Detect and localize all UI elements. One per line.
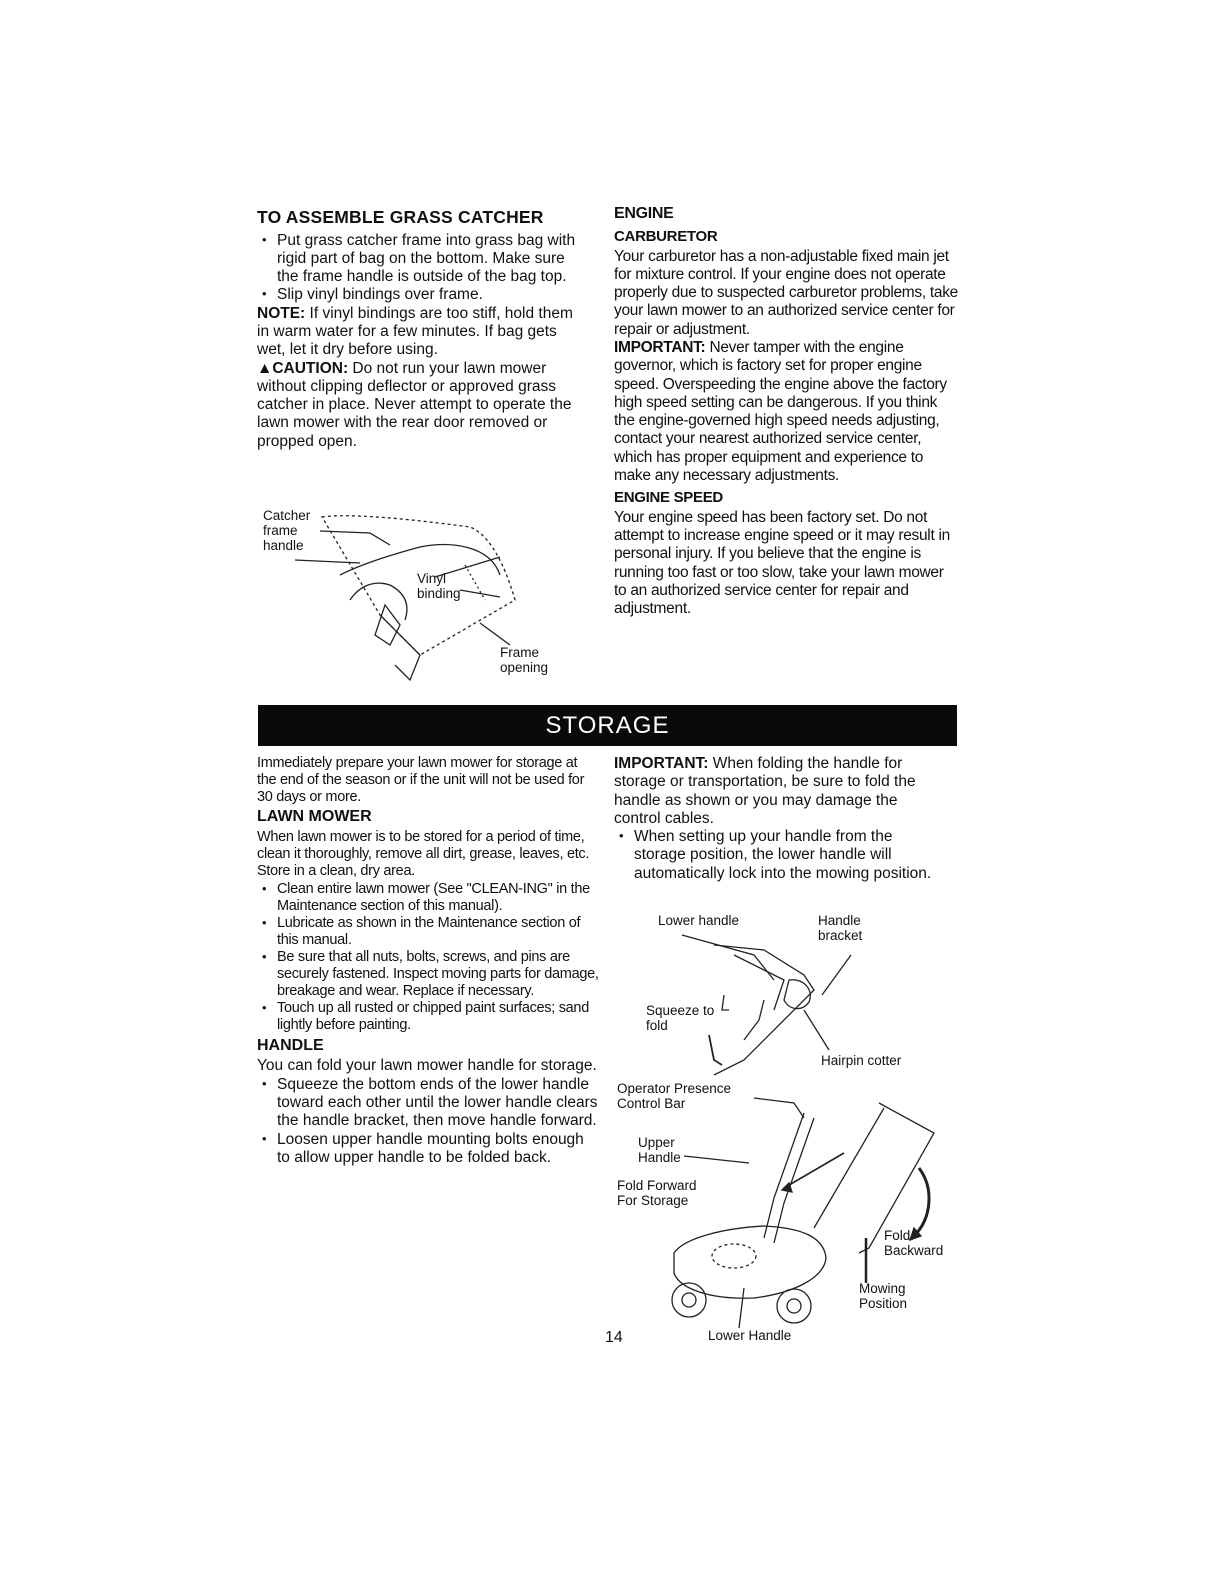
caution-label: CAUTION: bbox=[272, 359, 349, 377]
list-item: • Loosen upper handle mounting bolts enough to allow upper handle to be folded back. bbox=[257, 1131, 599, 1168]
list-item: • Squeeze the bottom ends of the lower handle toward each other until the lower handle clears the handle bracket, then move handle forward. bbox=[257, 1076, 599, 1131]
catcher-frame-handle-label: Catcher frame handle bbox=[263, 508, 311, 554]
storage-right-column bbox=[614, 755, 944, 883]
lawn-mower-text: When lawn mower is to be stored for a period of time, clean it thoroughly, remove all dirt, grease, leaves, etc. Store in a clean, dry area. bbox=[257, 829, 590, 880]
storage-important-paragraph bbox=[614, 755, 944, 828]
setup-bullets bbox=[614, 828, 944, 883]
important-text: Never tamper with the engine governor, which is factory set for proper engine speed. Overspeeding the engine above the factory high speed setting can be dangerous. If you think the engine-governed high speed needs adjusting, contact your nearest authorized service center, which has proper equipment and experience to make any necessary adjustments. bbox=[614, 338, 947, 484]
page-number: 14 bbox=[605, 1329, 623, 1346]
carburetor-text: Your carburetor has a non-adjustable fixed main jet for mixture control. If your engine does not operate properly due to suspected carburetor problems, take your lawn mower to an authorized service center for repair or adjustment. bbox=[614, 247, 958, 338]
note-paragraph bbox=[257, 305, 589, 360]
warning-triangle-icon: ▲ bbox=[257, 359, 273, 377]
assemble-section bbox=[257, 207, 589, 451]
caution-paragraph bbox=[257, 360, 589, 451]
fold-forward-label: Fold Forward For Storage bbox=[617, 1178, 697, 1209]
lower-handle-label: Lower handle bbox=[658, 913, 740, 928]
lawn-mower-heading: LAWN MOWER bbox=[257, 808, 372, 826]
lower-handle-bottom-label: Lower Handle bbox=[708, 1328, 792, 1343]
operator-presence-label: Operator Presence Control Bar bbox=[617, 1081, 732, 1112]
important-text: When folding the handle for storage or transportation, be sure to fold the handle as shown or you may damage the control cables. bbox=[614, 755, 916, 827]
lawn-mower-bullets bbox=[257, 881, 599, 1035]
assemble-bullets bbox=[257, 232, 589, 305]
caution-text: Do not run your lawn mower without clipping deflector or approved grass catcher in place. Never attempt to operate the lawn mower with the rear door removed or propped open. bbox=[257, 359, 572, 450]
grass-catcher-drawing bbox=[260, 505, 580, 695]
list-item: • When setting up your handle from the storage position, the lower handle will automatically lock into the mowing position. bbox=[614, 828, 944, 883]
list-item: • Slip vinyl bindings over frame. bbox=[257, 286, 589, 304]
carburetor-heading: CARBURETOR bbox=[614, 227, 718, 245]
list-item: • Be sure that all nuts, bolts, screws, and pins are securely fastened. Inspect moving parts for damage, breakage and wear. Replace if necessary. bbox=[257, 949, 599, 1000]
handle-bracket-label: Handle bracket bbox=[818, 913, 863, 944]
important-label: IMPORTANT: bbox=[614, 338, 706, 356]
upper-handle-label: Upper Handle bbox=[638, 1135, 681, 1166]
fold-backward-label: Fold Backward bbox=[884, 1228, 944, 1259]
engine-speed-text: Your engine speed has been factory set. Do not attempt to increase engine speed or it may result in personal injury. If you believe that the engine is running too fast or too slow, take your lawn mower to an authorized service center for repair and adjustment. bbox=[614, 508, 950, 618]
mowing-position-label: Mowing Position bbox=[859, 1281, 908, 1312]
engine-speed-heading: ENGINE SPEED bbox=[614, 489, 723, 507]
handle-bullets bbox=[257, 1076, 599, 1167]
important-label: IMPORTANT: bbox=[614, 755, 709, 772]
engine-heading: ENGINE bbox=[614, 205, 674, 222]
list-item: • Touch up all rusted or chipped paint surfaces; sand lightly before painting. bbox=[257, 1000, 599, 1034]
list-item: • Clean entire lawn mower (See "CLEAN-ING" in the Maintenance section of this manual). bbox=[257, 881, 599, 915]
note-label: NOTE: bbox=[257, 304, 306, 322]
fold-handle-drawing bbox=[614, 1078, 964, 1338]
engine-important-paragraph bbox=[614, 339, 959, 485]
fold-handle-figure bbox=[614, 1078, 964, 1343]
squeeze-to-fold-label: Squeeze to fold bbox=[646, 1003, 715, 1034]
frame-opening-label: Frame opening bbox=[500, 645, 549, 676]
handle-bracket-figure bbox=[614, 910, 944, 1075]
list-item: • Lubricate as shown in the Maintenance section of this manual. bbox=[257, 915, 599, 949]
engine-section bbox=[614, 203, 959, 619]
handle-bracket-drawing bbox=[614, 910, 944, 1075]
storage-left-column bbox=[257, 755, 599, 1167]
handle-heading: HANDLE bbox=[257, 1036, 324, 1054]
list-item: • Put grass catcher frame into grass bag with rigid part of bag on the bottom. Make sure the frame handle is outside of the bag top. bbox=[257, 232, 589, 287]
storage-banner: STORAGE bbox=[258, 705, 957, 746]
handle-text: You can fold your lawn mower handle for storage. bbox=[257, 1057, 597, 1075]
hairpin-cotter-label: Hairpin cotter bbox=[821, 1053, 902, 1068]
assemble-heading: TO ASSEMBLE GRASS CATCHER bbox=[257, 207, 544, 227]
grass-catcher-figure bbox=[260, 505, 580, 695]
note-text: If vinyl bindings are too stiff, hold them in warm water for a few minutes. If bag gets wet, let it dry before using. bbox=[257, 304, 573, 359]
vinyl-binding-label: Vinyl binding bbox=[417, 571, 461, 602]
storage-intro: Immediately prepare your lawn mower for storage at the end of the season or if the unit will not be used for 30 days or more. bbox=[257, 755, 585, 806]
